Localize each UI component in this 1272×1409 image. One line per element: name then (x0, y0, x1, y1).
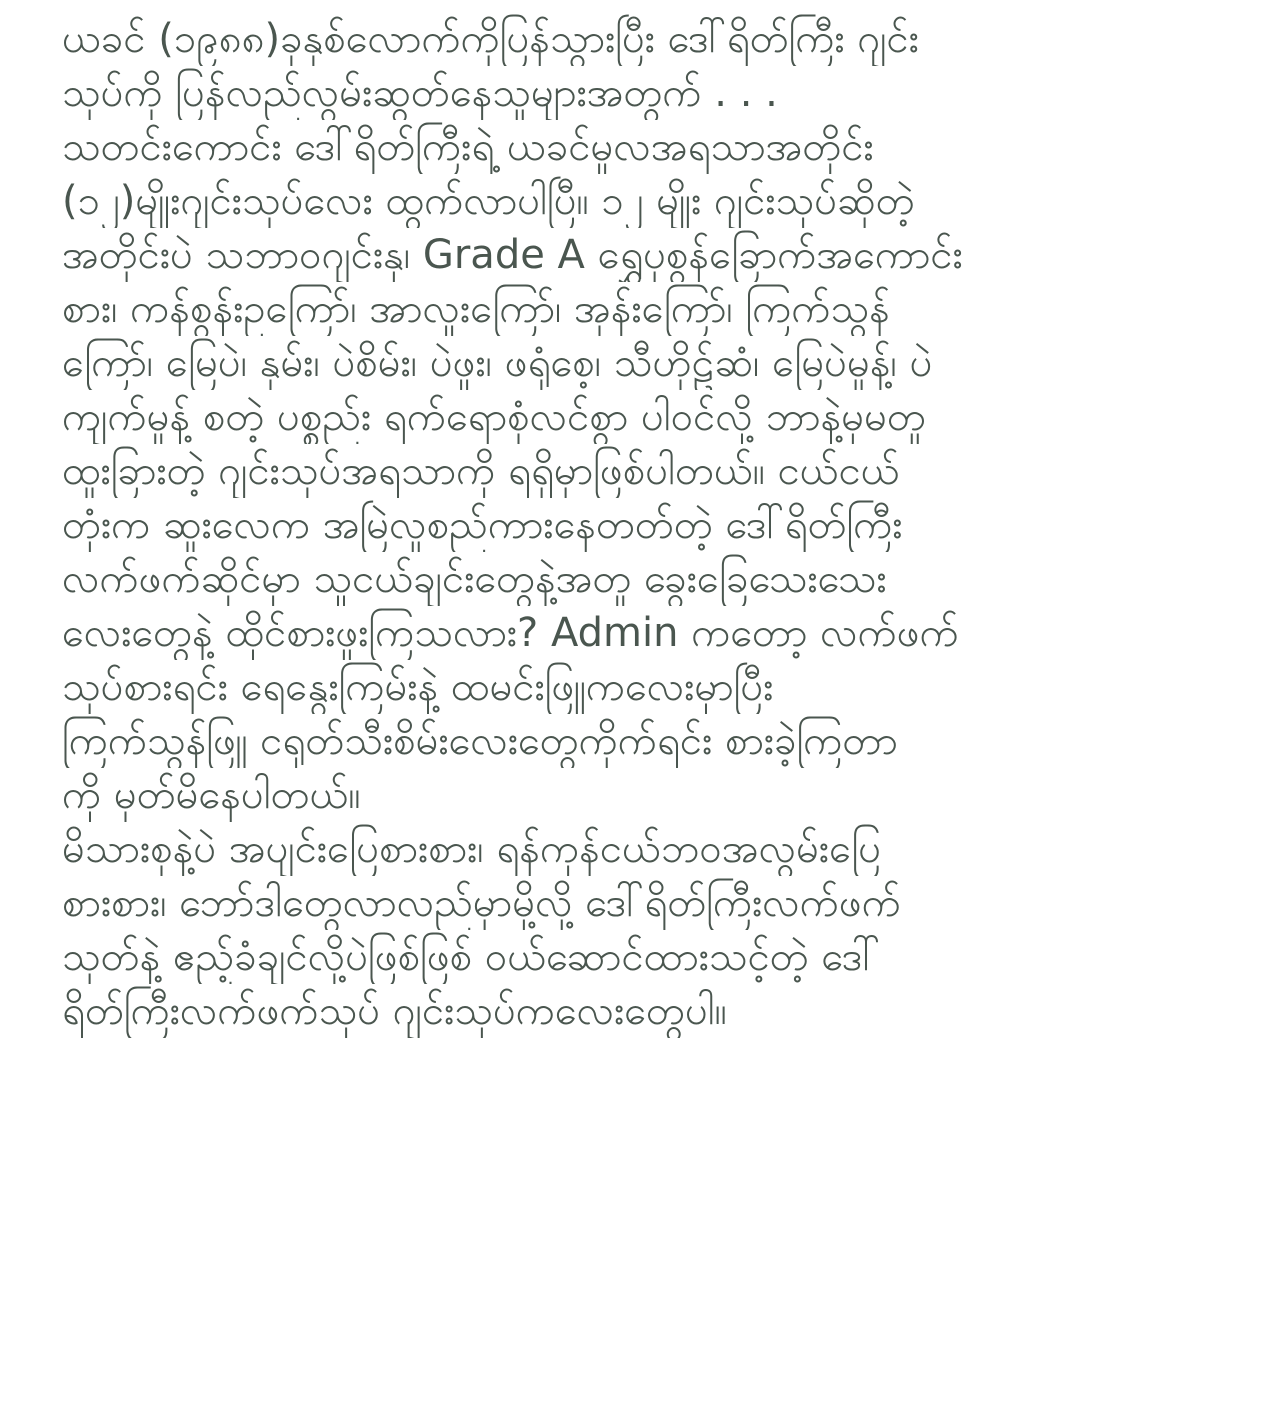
post-line: စားစား၊ ဘော်ဒါတွေလာလည်မှာမို့လို့ ဒေါ်ရိတ်ကြီးလက်ဖက် (62, 880, 901, 926)
post-line: စား၊ ကန်စွန်းဥကြော်၊ အာလူးကြော်၊ အုန်းကြော်၊ ကြက်သွန် (62, 286, 890, 332)
post-line: မိသားစုနဲ့ပဲ အပျင်းပြေစားစား၊ ရန်ကုန်ငယ်ဘဝအလွမ်းပြေ (62, 826, 882, 872)
post-line: အတိုင်းပဲ သဘာဝဂျင်းနု၊ Grade A ရွှေပုစွန်ခြောက်အကောင်း (62, 232, 963, 278)
post-line: သတင်းကောင်း ဒေါ်ရိတ်ကြီးရဲ့ ယခင်မူလအရသာအတိုင်း (62, 124, 874, 170)
post-line: ကြက်သွန်ဖြူ ငရုတ်သီးစိမ်းလေးတွေကိုက်ရင်း စားခဲ့ကြတာ (62, 718, 898, 764)
post-line: ရိတ်ကြီးလက်ဖက်သုပ် ဂျင်းသုပ်ကလေးတွေပါ။ (62, 988, 727, 1034)
post-line: ယခင် (၁၉၈၈)ခုနှစ်လောက်ကိုပြန်သွားပြီး ဒေါ်ရိတ်ကြီး ဂျင်း (62, 16, 919, 62)
post-line: (၁၂)မျိုးဂျင်းသုပ်လေး ထွက်လာပါပြီ။ ၁၂ မျိုး ဂျင်းသုပ်ဆိုတဲ့ (62, 178, 915, 224)
post-line: ကြော်၊ မြေပဲ၊ နှမ်း၊ ပဲစိမ်း၊ ပဲဖူး၊ ဖရုံစေ့၊ သီဟိုဠ်ဆံ၊ မြေပဲမှုန့်၊ ပဲ (62, 340, 933, 386)
post-body (62, 12, 1232, 1038)
post-line: သုပ်ကို ပြန်လည်လွမ်းဆွတ်နေသူများအတွက် . . . (62, 70, 778, 116)
post-line: ကျက်မှုန့် စတဲ့ ပစ္စည်း ရက်ရောစုံလင်စွာ ပါဝင်လို့ ဘာနဲ့မှမတူ (62, 394, 926, 440)
post-line: လက်ဖက်ဆိုင်မှာ သူငယ်ချင်းတွေနဲ့အတူ ခွေးခြေသေးသေး (62, 556, 887, 602)
post-line: ထူးခြားတဲ့ ဂျင်းသုပ်အရသာကို ရရှိမှာဖြစ်ပါတယ်။ ငယ်ငယ် (62, 448, 900, 494)
post-line: ကို မှတ်မိနေပါတယ်။ (62, 772, 361, 818)
post-line: လေးတွေနဲ့ ထိုင်စားဖူးကြသလား? Admin ကတော့ လက်ဖက် (62, 610, 959, 656)
post-line: သုပ်စားရင်း ရေနွေးကြမ်းနဲ့ ထမင်းဖြူကလေးမှာပြီး (62, 664, 774, 710)
post-line: သုတ်နဲ့ ဧည့်ခံချင်လို့ပဲဖြစ်ဖြစ် ဝယ်ဆောင်ထားသင့်တဲ့ ဒေါ် (62, 934, 881, 980)
post-line: တုံးက ဆူးလေက အမြဲလူစည်ကားနေတတ်တဲ့ ဒေါ်ရိတ်ကြီး (62, 502, 903, 548)
